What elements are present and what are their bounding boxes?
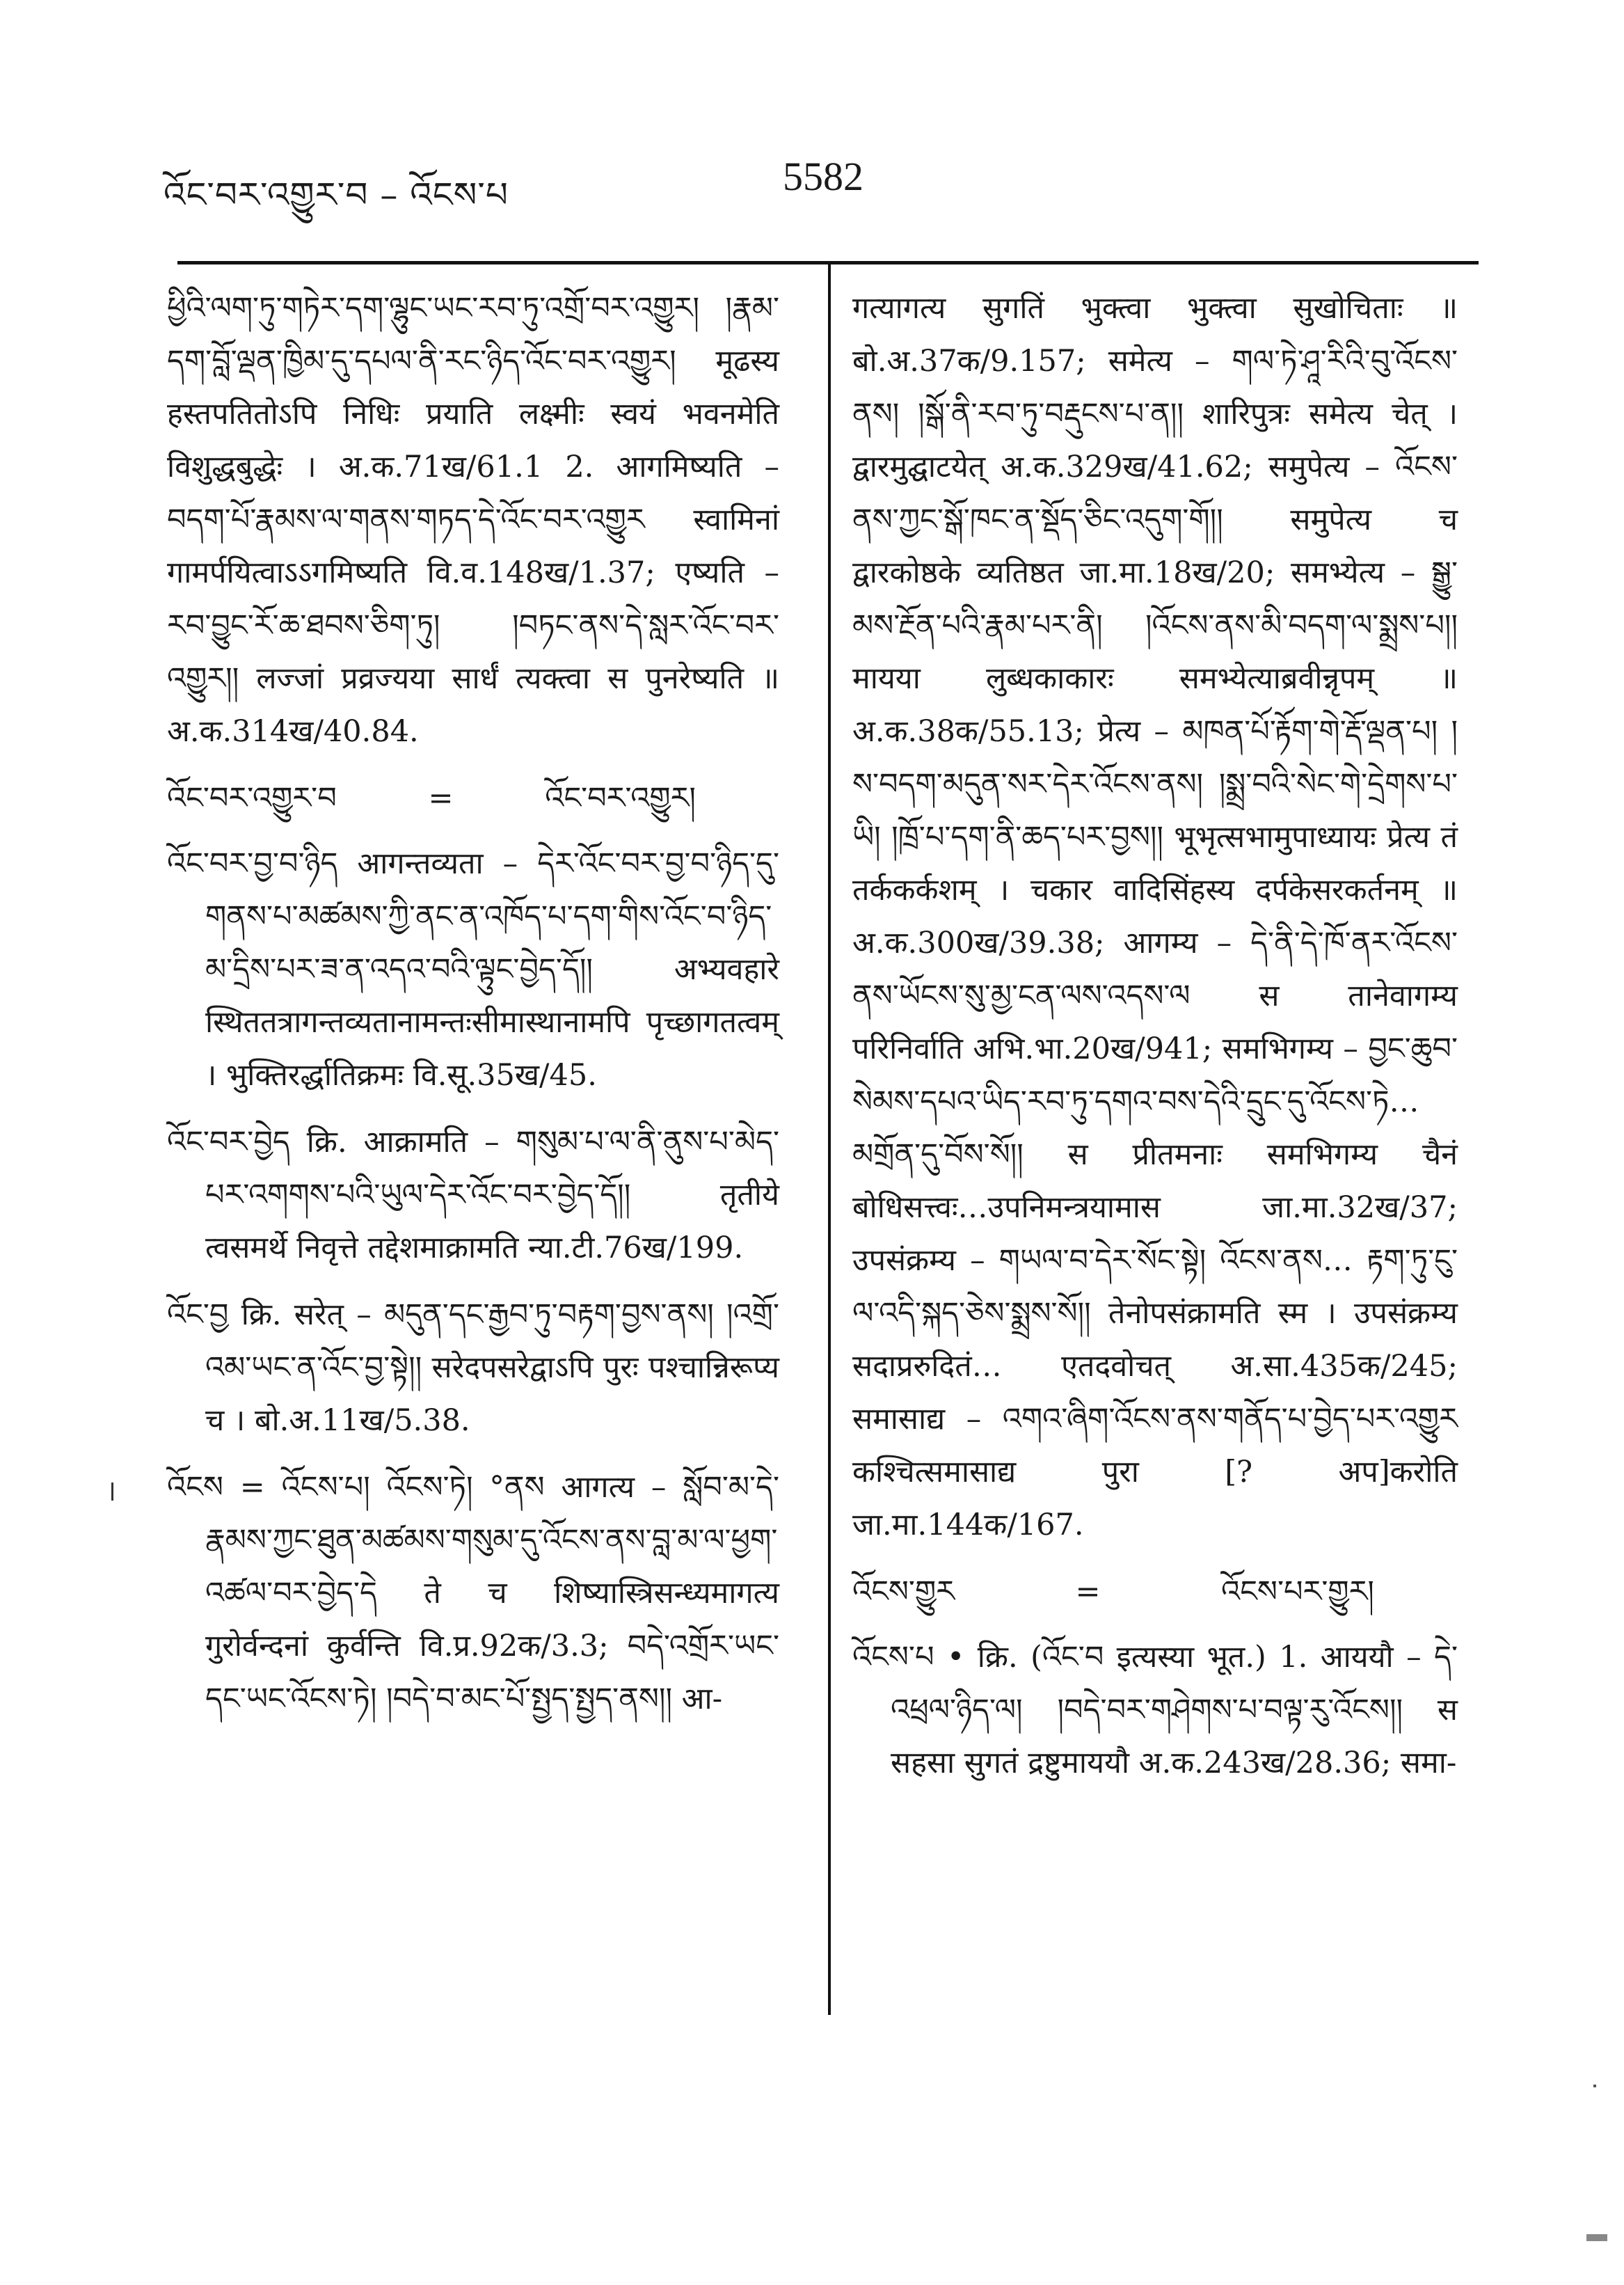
left-column xyxy=(167,282,779,1739)
cross-ref-equals: = xyxy=(428,781,454,816)
scan-speck xyxy=(1586,2234,1607,2241)
cross-reference xyxy=(852,1565,1458,1618)
cross-ref-equals: = xyxy=(1075,1574,1101,1609)
dictionary-entry: འོང་བྱ क्रि. सरेत् – མདུན་དང་རྒྱབ་ཏུ་བརྟག་བྱས་ནས། །འགྲོ་འམ་ཡང་ན་འོང་བྱ་སྟེ།། सरेदपसरेद्वाऽपि पुरः पश्चान्निरूप्य च । बो.अ.11ख/5.38. xyxy=(167,1297,779,1438)
cross-ref-target: འོང་བར་འགྱུར། xyxy=(545,781,696,816)
cross-ref-headword: འོངས་གྱུར xyxy=(852,1574,955,1609)
scan-speck xyxy=(1593,2085,1596,2087)
dictionary-entry: འོངས = འོངས་པ། འོངས་ཏེ། °ནས आगत्य – སློབ་མ་དེ་རྣམས་ཀྱང་ཐུན་མཚམས་གསུམ་དུ་འོངས་ནས་བླ་མ་ལ་ཕྱག་འཚལ་བར་བྱེད་དེ ते च शिष्यास्त्रिसन्ध्यमागत्य गुरोर्वन्दनां कुर्वन्ति वि.प्र.92क/3.3; བདེ་འགྲོར་ཡང་དང་ཡང་འོངས་ཏེ། །བདེ་བ་མང་པོ་སྤྱད་སྤྱད་ནས།། आ- xyxy=(167,1470,779,1716)
dictionary-entry: འོང་བར་བྱ་བ་ཉིད आगन्तव्यता – དེར་འོང་བར་བྱ་བ་ཉིད་དུ་གནས་པ་མཚམས་ཀྱི་ནང་ན་འཁོད་པ་དག་གིས་འོང་བ་ཉིད་མ་དྲིས་པར་ཟ་ན་འདའ་བའི་ལྟུང་བྱེད་དོ།། अभ्यवहारे स्थिततत्रागन्तव्यतानामन्तःसीमास्थानामपि पृच्छागतत्वम् । भुक्तिरर्द्धातिक्रमः वि.सू.35ख/45. xyxy=(167,846,779,1093)
page-number: 5582 xyxy=(783,154,863,199)
entry-continuation: गत्यागत्य सुगतिं भुक्त्वा भुक्त्वा सुखोचिताः ॥ बो.अ.37क/9.157; समेत्य – གལ་ཏེ་ཤཱ་རིའི་བུ་འོངས་ནས། །སྒོ་ནི་རབ་ཏུ་བརྡུངས་པ་ན།། शारिपुत्रः समेत्य चेत् । द्वारमुद्घाटयेत् अ.क.329ख/41.62; समुपेत्य – འོངས་ནས་ཀྱང་སྒོ་ཁང་ན་སྡོད་ཅིང་འདུག་གོ།། समुपेत्य च द्वारकोष्ठके व्यतिष्ठत जा.मा.18ख/20; समभ्येत्य – སྒྱུ་མས་རྔོན་པའི་རྣམ་པར་ནི། །འོངས་ནས་མི་བདག་ལ་སྨྲས་པ།། मायया लुब्धकाकारः समभ्येत्याब्रवीन्नृपम् ॥ अ.क.38क/55.13; प्रेत्य – མཁན་པོ་རྟོག་གེ་རྡོ་ལྡན་པ། །ས་བདག་མདུན་སར་དེར་འོངས་ནས། །སྨྲ་བའི་སེང་གེ་དྲེགས་པ་ཡི། །ཁྲོ་པ་དག་ནི་ཆད་པར་བྱས།། भूभृत्सभामुपाध्यायः प्रेत्य तं तर्ककर्कशम् । चकार वादिसिंहस्य दर्पकेसरकर्तनम् ॥ अ.क.300ख/39.38; आगम्य – དེ་ནི་དེ་ཁོ་ནར་འོངས་ནས་ཡོངས་སུ་མྱ་ངན་ལས་འདས་ལ स तानेवागम्य परिनिर्वाति अभि.भा.20ख/941; समभिगम्य – བྱང་ཆུབ་སེམས་དཔའ་ཡིད་རབ་ཏུ་དགའ་བས་དེའི་དྲུང་དུ་འོངས་ཏེ… མགྲོན་དུ་བོས་སོ།། स प्रीतमनाः समभिगम्य चैनं बोधिसत्त्वः…उपनिमन्त्रयामास जा.मा.32ख/37; उपसंक्रम्य – གཡལ་བ་དེར་སོང་སྟེ། འོངས་ནས… རྟག་ཏུ་ངུ་ལ་འདི་སྐད་ཅེས་སྨྲས་སོ།། तेनोपसंक्रामति स्म । उपसंक्रम्य सदाप्ररुदितं… एतदवोचत् अ.सा.435क/245; समासाद्य – འགའ་ཞིག་འོངས་ནས་གནོད་པ་བྱེད་པར་འགྱུར कश्चित्समासाद्य पुरा [? अप]करोति जा.मा.144क/167. xyxy=(852,291,1458,1542)
cross-ref-target: འོངས་པར་གྱུར། xyxy=(1221,1574,1374,1609)
dictionary-entry: འོང་བར་བྱེད क्रि. आक्रामति – གསུམ་པ་ལ་ནི་ནུས་པ་མེད་པར་འགགས་པའི་ཡུལ་དེར་འོང་བར་བྱེད་དོ།། तृतीये त्वसमर्थे निवृत्ते तद्देशमाक्रामति न्या.टी.76ख/199. xyxy=(167,1125,779,1265)
cross-reference xyxy=(167,772,779,825)
cross-ref-headword: འོང་བར་འགྱུར་བ xyxy=(167,781,337,816)
margin-mark xyxy=(111,1483,113,1501)
dictionary-entry: འོངས་པ • क्रि. (འོང་བ इत्यस्या भूत.) 1. आययौ – དེ་འཕྲལ་ཉིད་ལ། །བདེ་བར་གཤེགས་པ་བལྟ་རུ་འོངས།། स सहसा सुगतं द्रष्टुमाययौ अ.क.243ख/28.36; समा- xyxy=(852,1640,1458,1780)
entry-continuation: ཕྱིའི་ལག་ཏུ་གཏེར་དག་ལྷུང་ཡང་རབ་ཏུ་འགྲོ་བར་འགྱུར། །རྣམ་དག་བློ་ལྡན་ཁྱིམ་དུ་དཔལ་ནི་རང་ཉིད་འོང་བར་འགྱུར། मूढस्य हस्तपतितोऽपि निधिः प्रयाति लक्ष्मीः स्वयं भवनमेति विशुद्धबुद्धेः । अ.क.71ख/61.1 2. आगमिष्यति – བདག་པོ་རྣམས་ལ་གནས་གཏད་དེ་འོང་བར་འགྱུར स्वामिनां गामर्पयित्वाऽऽगमिष्यति वि.व.148ख/1.37; एष्यति – རབ་བྱུང་རོ་ཆ་ཐབས་ཅིག་ཏུ། །བཏང་ནས་དེ་སླར་འོང་བར་འགྱུར།། लज्जां प्रव्रज्यया सार्धं त्यक्त्वा स पुनरेष्यति ॥ अ.क.314ख/40.84. xyxy=(167,291,779,749)
column-divider xyxy=(828,264,831,2015)
running-head: འོང་བར་འགྱུར་བ – འོངས་པ xyxy=(164,175,509,215)
right-column xyxy=(852,282,1458,1803)
